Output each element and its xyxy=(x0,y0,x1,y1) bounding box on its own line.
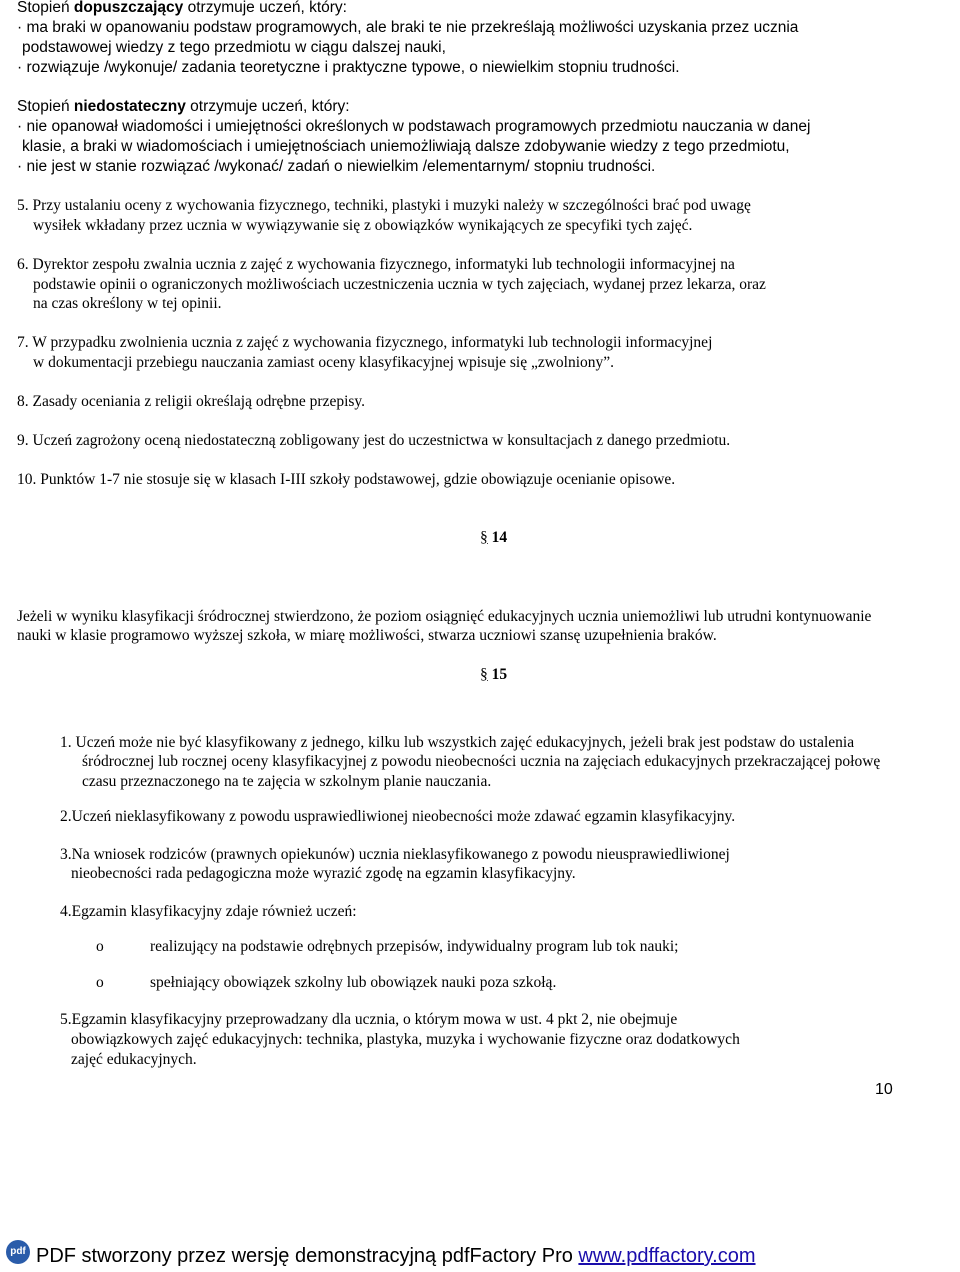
text-line: podstawowej wiedzy z tego przedmiotu w ciągu dalszej nauki, xyxy=(22,39,446,56)
text-line: · nie opanował wiadomości i umiejętności określonych w podstawach programowych przedmiotu nauczania w danej xyxy=(17,118,811,135)
paragraph-9: 9. Uczeń zagrożony oceną niedostateczną zobligowany jest do uczestnictwa w konsultacjach z danego przedmiotu. xyxy=(17,432,731,449)
grade-heading-dopuszczajacy xyxy=(17,0,347,18)
section-15-item-1-line: śródrocznej lub rocznej oceny klasyfikacyjnej z powodu nieobecności ucznia na zajęciach edukacyjnych przekraczającej połowę xyxy=(82,753,881,770)
section-15-item-2: 2.Uczeń nieklasyfikowany z powodu usprawiedliwionej nieobecności może zdawać egzamin klasyfikacyjny. xyxy=(60,808,736,825)
grade-suffix: otrzymuje uczeń, który: xyxy=(183,0,347,16)
paragraph-8: 8. Zasady oceniania z religii określają odrębne przepisy. xyxy=(17,393,366,410)
paragraph-6-line: na czas określony w tej opinii. xyxy=(33,295,222,312)
grade-heading-niedostateczny xyxy=(17,97,350,117)
list-bullet: o xyxy=(96,974,104,991)
section-heading-14 xyxy=(480,528,507,548)
page-number: 10 xyxy=(875,1081,893,1098)
paragraph-10: 10. Punktów 1-7 nie stosuje się w klasach I-III szkoły podstawowej, gdzie obowiązuje ocenianie opisowe. xyxy=(17,471,676,488)
list-bullet: o xyxy=(96,938,104,955)
text-line: klasie, a braki w wiadomościach i umiejętnościach uniemożliwiają dalsze zdobywanie wiedzy z tego przedmiotu, xyxy=(22,138,790,155)
paragraph-6-line: podstawie opinii o ograniczonych możliwościach uczestniczenia ucznia w tych zajęciach, wydanej przez lekarza, oraz xyxy=(33,276,766,293)
pdffactory-logo-icon: pdf xyxy=(6,1240,30,1264)
paragraph-6-line: 6. Dyrektor zespołu zwalnia ucznia z zajęć z wychowania fizycznego, informatyki lub technologii informacyjnej na xyxy=(17,256,735,273)
grade-prefix: Stopień xyxy=(17,98,74,115)
pdffactory-link[interactable]: www.pdffactory.com xyxy=(578,1245,756,1267)
section-15-item-4: 4.Egzamin klasyfikacyjny zdaje również uczeń: xyxy=(60,903,357,920)
grade-name: dopuszczający xyxy=(73,0,184,16)
section-15-item-5-line: zajęć edukacyjnych. xyxy=(71,1051,197,1068)
paragraph-7-line: w dokumentacji przebiegu nauczania zamiast oceny klasyfikacyjnej wpisuje się „zwolniony”. xyxy=(33,354,615,371)
text-line: · rozwiązuje /wykonuje/ zadania teoretyczne i praktyczne typowe, o niewielkim stopniu trudności. xyxy=(17,59,680,76)
paragraph-5-line: 5. Przy ustalaniu oceny z wychowania fizycznego, techniki, plastyki i muzyki należy w szczególności brać pod uwagę xyxy=(17,197,751,214)
paragraph-7-line: 7. W przypadku zwolnienia ucznia z zajęć z wychowania fizycznego, informatyki lub technologii informacyjnej xyxy=(17,334,713,351)
section-14-text-line: Jeżeli w wyniku klasyfikacji śródrocznej stwierdzono, że poziom osiągnięć edukacyjnych ucznia uniemożliwi lub utrudni kontynuowanie xyxy=(17,608,872,625)
grade-name: niedostateczny xyxy=(73,98,186,115)
grade-suffix: otrzymuje uczeń, który: xyxy=(185,98,350,115)
section-sign: § xyxy=(480,666,488,683)
section-15-item-5-line: 5.Egzamin klasyfikacyjny przeprowadzany dla ucznia, o którym mowa w ust. 4 pkt 2, nie obejmuje xyxy=(60,1011,678,1028)
section-number: 15 xyxy=(491,666,508,683)
grade-prefix: Stopień xyxy=(17,0,74,16)
list-item: spełniający obowiązek szkolny lub obowiązek nauki poza szkołą. xyxy=(150,974,557,991)
footer-text xyxy=(36,1244,756,1268)
pdf-footer xyxy=(0,1236,960,1272)
section-15-item-3-line: nieobecności rada pedagogiczna może wyrazić zgodę na egzamin klasyfikacyjny. xyxy=(71,865,576,882)
text-line: · ma braki w opanowaniu podstaw programowych, ale braki te nie przekreślają możliwości uzyskania przez ucznia xyxy=(17,19,799,36)
footer-caption: PDF stworzony przez wersję demonstracyjną pdfFactory Pro xyxy=(36,1245,579,1267)
section-15-item-5-line: obowiązkowych zajęć edukacyjnych: technika, plastyka, muzyka i wychowanie fizyczne oraz dodatkowych xyxy=(71,1031,740,1048)
text-line: · nie jest w stanie rozwiązać /wykonać/ zadań o niewielkim /elementarnym/ stopniu trudności. xyxy=(17,158,656,175)
section-sign: § xyxy=(480,529,488,546)
paragraph-5-line: wysiłek wkładany przez ucznia w wywiązywanie się z obowiązków wynikających ze specyfiki tych zajęć. xyxy=(33,217,693,234)
list-item: realizujący na podstawie odrębnych przepisów, indywidualny program lub tok nauki; xyxy=(150,938,679,955)
section-15-item-1-line: 1. Uczeń może nie być klasyfikowany z jednego, kilku lub wszystkich zajęć edukacyjnych, jeżeli brak jest podstaw do ustalenia xyxy=(60,734,855,751)
section-number: 14 xyxy=(491,529,508,546)
section-15-item-3-line: 3.Na wniosek rodziców (prawnych opiekunów) ucznia nieklasyfikowanego z powodu nieusprawiedliwionej xyxy=(60,846,730,863)
section-heading-15 xyxy=(480,665,507,685)
section-15-item-1-line: czasu przeznaczonego na te zajęcia w szkolnym planie nauczania. xyxy=(82,773,492,790)
section-14-text-line: nauki w klasie programowo wyższej szkoła, w miarę możliwości, stwarza uczniowi szansę uzupełnienia braków. xyxy=(17,627,717,644)
